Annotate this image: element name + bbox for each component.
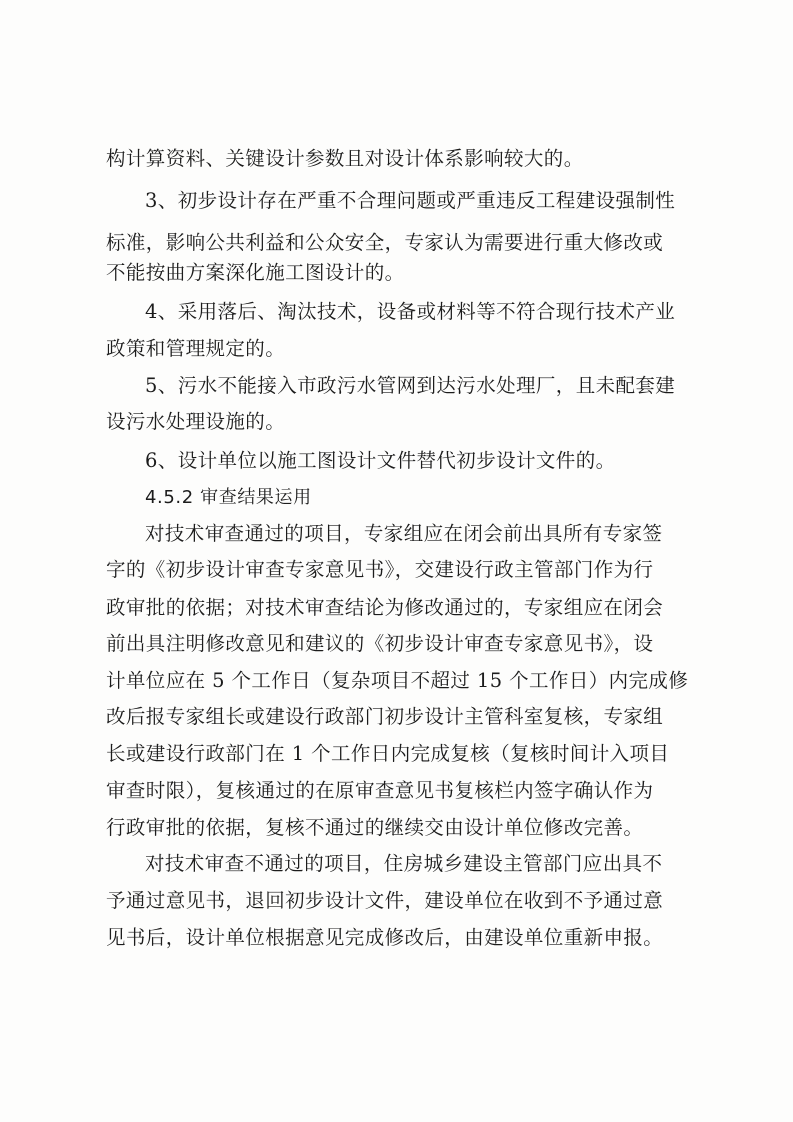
- text-line: 计单位应在 5 个工作日（复杂项目不超过 15 个工作日）内完成修: [106, 669, 689, 692]
- text-line: 6、设计单位以施工图设计文件替代初步设计文件的。: [145, 449, 616, 472]
- text-line: 见书后，设计单位根据意见完成修改后，由建设单位重新申报。: [106, 926, 664, 949]
- text-line: 构计算资料、关键设计参数且对设计体系影响较大的。: [106, 147, 584, 170]
- text-line: 对技术审查不通过的项目，住房城乡建设主管部门应出具不: [145, 852, 663, 875]
- text-line: 行政审批的依据，复核不通过的继续交由设计单位修改完善。: [106, 816, 644, 839]
- text-line: 4、采用落后、淘汰技术，设备或材料等不符合现行技术产业: [145, 300, 676, 323]
- text-line: 予通过意见书，退回初步设计文件，建设单位在收到不予通过意: [106, 889, 664, 912]
- text-line: 审查时限），复核通过的在原审查意见书复核栏内签字确认作为: [106, 779, 654, 802]
- text-line: 对技术审查通过的项目，专家组应在闭会前出具所有专家签: [145, 522, 663, 545]
- text-line: 前出具注明修改意见和建议的《初步设计审查专家意见书》，设: [106, 632, 654, 655]
- text-line: 设污水处理设施的。: [106, 410, 286, 433]
- text-line: 改后报专家组长或建设行政部门初步设计主管科室复核，专家组: [106, 705, 664, 728]
- text-line: 字的《初步设计审查专家意见书》，交建设行政主管部门作为行: [106, 558, 654, 581]
- text-line: 标准，影响公共利益和公众安全，专家认为需要进行重大修改或: [106, 231, 664, 254]
- text-line: 政审批的依据；对技术审查结论为修改通过的，专家组应在闭会: [106, 596, 664, 619]
- section-heading: 4.5.2 审查结果运用: [145, 487, 312, 508]
- text-line: 长或建设行政部门在 1 个工作日内完成复核（复核时间计入项目: [106, 742, 670, 765]
- text-line: 3、初步设计存在严重不合理问题或严重违反工程建设强制性: [145, 189, 676, 212]
- text-line: 政策和管理规定的。: [106, 337, 286, 360]
- text-line: 不能按曲方案深化施工图设计的。: [106, 261, 405, 284]
- text-line: 5、污水不能接入市政污水管网到达污水处理厂，且未配套建: [145, 374, 676, 397]
